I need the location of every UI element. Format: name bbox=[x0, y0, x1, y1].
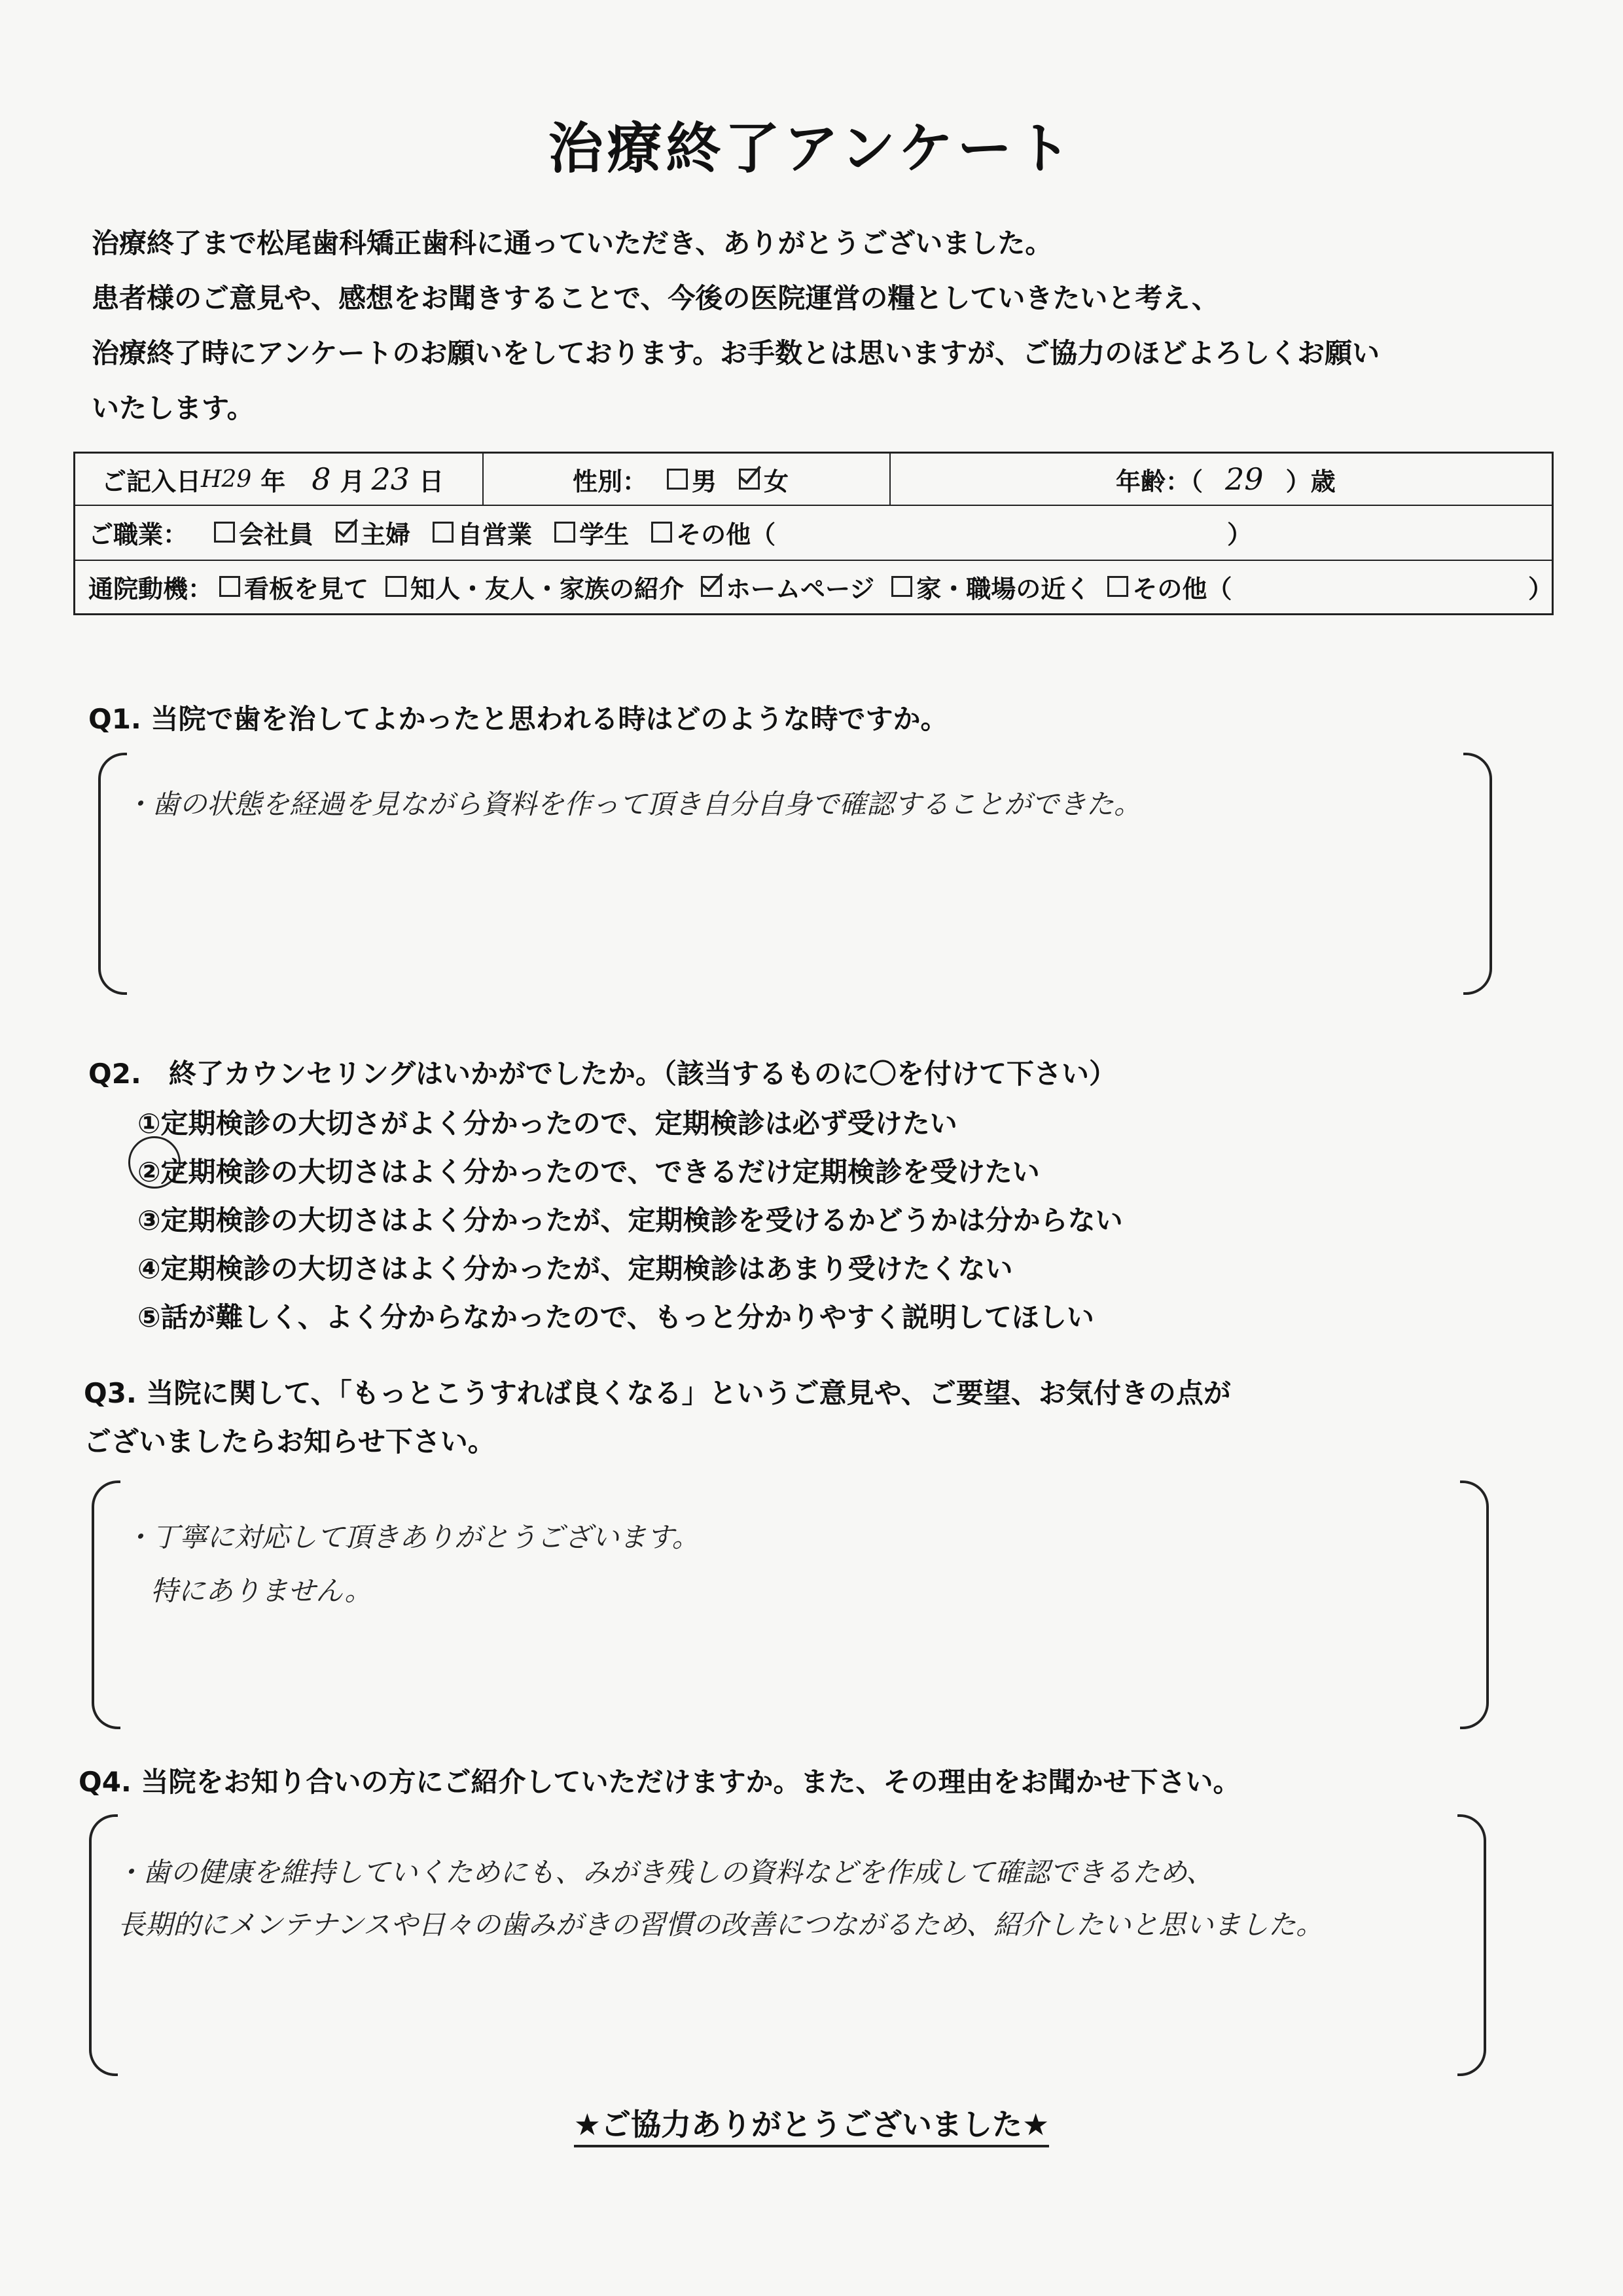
age-field[interactable] bbox=[1116, 454, 1336, 505]
q3-answer-line1: ・丁寧に対応して頂きありがとうございます。 bbox=[124, 1521, 700, 1553]
bracket-left bbox=[98, 753, 127, 995]
q2-choice-5[interactable]: ⑤話が難しく、よく分からなかったので、もっと分かりやすく説明してほしい bbox=[137, 1301, 1094, 1333]
q4-answer-box[interactable] bbox=[89, 1814, 1486, 2076]
info-row-basic bbox=[75, 454, 1552, 506]
gender-option-female[interactable] bbox=[739, 461, 789, 497]
checkbox-icon[interactable] bbox=[667, 469, 688, 490]
motive-option[interactable] bbox=[891, 569, 1090, 605]
occupation-label: ご職業： bbox=[88, 520, 188, 549]
info-row-occupation bbox=[75, 505, 1552, 561]
age-suffix: ）歳 bbox=[1285, 467, 1336, 496]
patient-info-table bbox=[73, 452, 1554, 615]
occupation-option[interactable] bbox=[336, 514, 410, 550]
bracket-right bbox=[1457, 1814, 1486, 2076]
checkbox-icon[interactable] bbox=[433, 522, 454, 543]
date-label: ご記入日 bbox=[101, 467, 202, 496]
occupation-field bbox=[88, 505, 1528, 560]
footer-thanks bbox=[0, 2101, 1623, 2144]
age-label: 年齢：（ bbox=[1116, 467, 1204, 496]
q2-question: Q2. 終了カウンセリングはいかがでしたか。（該当するものに〇を付けて下さい） bbox=[88, 1058, 1117, 1090]
month-value: 8 bbox=[312, 461, 331, 497]
q3-answer-box[interactable] bbox=[92, 1480, 1489, 1729]
intro-line: 患者様のご意見や、感想をお聞きすることで、今後の医院運営の糧としていきたいと考え、 bbox=[92, 282, 1219, 314]
page-title: 治療終了アンケート bbox=[548, 117, 1075, 181]
bracket-left bbox=[92, 1480, 120, 1729]
checkbox-icon[interactable] bbox=[219, 576, 240, 597]
day-suffix: 日 bbox=[419, 467, 444, 496]
q1-question: Q1. 当院で歯を治してよかったと思われる時はどのような時ですか。 bbox=[88, 703, 948, 735]
intro-line: 治療終了まで松尾歯科矯正歯科に通っていただき、ありがとうございました。 bbox=[92, 227, 1053, 259]
q1-answer-box[interactable] bbox=[98, 753, 1492, 995]
gender-label: 性別： bbox=[573, 467, 648, 496]
motive-option[interactable] bbox=[385, 569, 684, 605]
year-suffix: 年 bbox=[260, 467, 286, 496]
divider bbox=[482, 454, 484, 505]
checkbox-icon[interactable] bbox=[651, 522, 672, 543]
q2-choice-2[interactable]: ②定期検診の大切さはよく分かったので、できるだけ定期検診を受けたい bbox=[137, 1156, 1040, 1188]
checkbox-checked-icon[interactable] bbox=[336, 522, 357, 543]
bracket-left bbox=[89, 1814, 118, 2076]
q2-choice-1[interactable]: ①定期検診の大切さがよく分かったので、定期検診は必ず受けたい bbox=[137, 1107, 957, 1139]
info-row-motive bbox=[75, 560, 1552, 613]
date-era-value: H29 bbox=[201, 465, 252, 493]
option-label: 自営業 bbox=[457, 520, 533, 549]
q4-answer-line1: ・歯の健康を維持していくためにも、みがき残しの資料などを作成して確認できるため、 bbox=[115, 1856, 1214, 1888]
motive-close-paren: ） bbox=[1528, 574, 1554, 603]
occupation-close-paren: ） bbox=[1227, 520, 1253, 549]
date-field[interactable] bbox=[101, 454, 444, 505]
checkbox-icon[interactable] bbox=[385, 576, 406, 597]
q2-choice-4[interactable]: ④定期検診の大切さはよく分かったが、定期検診はあまり受けたくない bbox=[137, 1253, 1013, 1285]
checkbox-icon[interactable] bbox=[554, 522, 575, 543]
option-label: ホームページ bbox=[726, 574, 875, 603]
occupation-option-other[interactable] bbox=[651, 514, 776, 550]
month-suffix: 月 bbox=[340, 467, 365, 496]
gender-field bbox=[573, 454, 811, 505]
intro-line: 治療終了時にアンケートのお願いをしております。お手数とは思いますが、ご協力のほどよろしくお願い bbox=[92, 337, 1380, 369]
occupation-option[interactable] bbox=[433, 514, 532, 550]
intro-line: いたします。 bbox=[92, 392, 255, 424]
option-label: 女 bbox=[764, 467, 789, 496]
occupation-option[interactable] bbox=[554, 514, 629, 550]
checkbox-icon[interactable] bbox=[891, 576, 912, 597]
option-label: 学生 bbox=[579, 520, 630, 549]
option-label: 看板を見て bbox=[244, 574, 369, 603]
footer-text: ★ご協力ありがとうございました★ bbox=[574, 2107, 1049, 2147]
option-label: 主婦 bbox=[361, 520, 411, 549]
option-label: 男 bbox=[692, 467, 717, 496]
option-label: 家・職場の近く bbox=[916, 574, 1091, 603]
intro-text bbox=[92, 216, 1380, 436]
day-value: 23 bbox=[371, 461, 410, 497]
motive-option[interactable] bbox=[701, 569, 874, 605]
checkbox-icon[interactable] bbox=[1107, 576, 1128, 597]
occupation-option[interactable] bbox=[214, 514, 313, 550]
motive-field bbox=[88, 560, 1554, 613]
bracket-right bbox=[1463, 753, 1492, 995]
q4-answer-line2: 長期的にメンテナンスや日々の歯みがきの習慣の改善につながるため、紹介したいと思いました。 bbox=[118, 1909, 1324, 1941]
divider bbox=[889, 454, 891, 505]
motive-option[interactable] bbox=[219, 569, 368, 605]
q3-answer-line2: 特にありません。 bbox=[151, 1575, 372, 1607]
checkbox-checked-icon[interactable] bbox=[739, 469, 760, 490]
gender-option-male[interactable] bbox=[667, 461, 717, 497]
checkbox-checked-icon[interactable] bbox=[701, 576, 722, 597]
q1-answer-text: ・歯の状態を経過を見ながら資料を作って頂き自分自身で確認することができた。 bbox=[124, 788, 1142, 820]
bracket-right bbox=[1460, 1480, 1489, 1729]
option-label: 知人・友人・家族の紹介 bbox=[410, 574, 685, 603]
motive-option-other[interactable] bbox=[1107, 569, 1232, 605]
age-value: 29 bbox=[1225, 461, 1264, 497]
option-label: その他（ bbox=[676, 520, 776, 549]
option-label: 会社員 bbox=[239, 520, 314, 549]
option-label: その他（ bbox=[1132, 574, 1232, 603]
motive-label: 通院動機： bbox=[88, 574, 213, 603]
q2-choice-3[interactable]: ③定期検診の大切さはよく分かったが、定期検診を受けるかどうかは分からない bbox=[137, 1204, 1123, 1236]
q4-question: Q4. 当院をお知り合いの方にご紹介していただけますか。また、その理由をお聞かせ下さい。 bbox=[79, 1766, 1241, 1798]
q3-question-line1: Q3. 当院に関して、「もっとこうすれば良くなる」というご意見や、ご要望、お気付きの点が bbox=[84, 1377, 1231, 1409]
q3-question-line2: ございましたらお知らせ下さい。 bbox=[84, 1426, 495, 1458]
checkbox-icon[interactable] bbox=[214, 522, 235, 543]
